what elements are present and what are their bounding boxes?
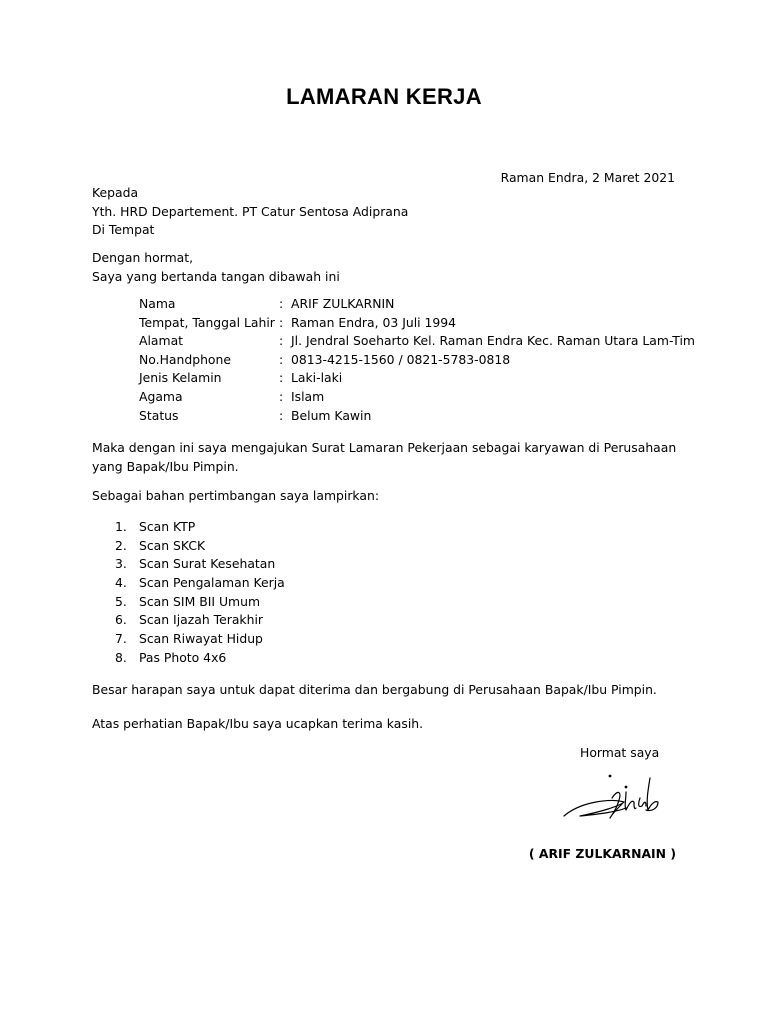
list-text: Pas Photo 4x6: [139, 649, 227, 665]
attachments-intro: Sebagai bahan pertimbangan saya lampirkan:: [92, 488, 379, 503]
list-text: Scan Surat Kesehatan: [139, 556, 276, 572]
detail-colon: :: [279, 333, 284, 349]
detail-label: Status: [139, 407, 179, 423]
letter-title: LAMARAN KERJA: [286, 84, 482, 109]
list-item: [115, 518, 285, 537]
list-text: Scan Riwayat Hidup: [139, 631, 263, 647]
list-text: Scan Pengalaman Kerja: [139, 575, 285, 591]
list-text: Scan SIM BII Umum: [139, 593, 261, 609]
list-item: [115, 630, 285, 649]
detail-row-agama: [139, 388, 695, 407]
signature-icon: [560, 772, 672, 832]
letter-date: Raman Endra, 2 Maret 2021: [500, 170, 675, 185]
list-number: 3.: [115, 556, 127, 572]
list-item: [115, 537, 285, 556]
list-number: 6.: [115, 612, 127, 628]
detail-label: Nama: [139, 296, 176, 311]
list-text: Scan Ijazah Terakhir: [139, 612, 263, 628]
list-item: [115, 574, 285, 593]
application-paragraph: Maka dengan ini saya mengajukan Surat Lamaran Pekerjaan sebagai karyawan di Perusahaan yang Bapak/Ibu Pimpin.: [92, 440, 677, 474]
recipient-line: Kepada: [92, 185, 139, 200]
detail-value: Belum Kawin: [291, 407, 372, 423]
list-item: [115, 649, 285, 668]
applicant-details: [139, 295, 695, 425]
greeting-line: Dengan hormat,: [92, 250, 194, 265]
list-number: 2.: [115, 537, 127, 553]
detail-colon: :: [279, 407, 284, 423]
detail-row-status: [139, 407, 695, 426]
greeting-block: [92, 249, 340, 286]
detail-colon: :: [279, 370, 284, 386]
list-item: [115, 555, 285, 574]
detail-value: Laki-laki: [291, 370, 343, 386]
detail-value: Raman Endra, 03 Juli 1994: [291, 314, 457, 330]
detail-colon: :: [279, 314, 284, 330]
detail-value: Jl. Jendral Soeharto Kel. Raman Endra Kec. Raman Utara Lam-Tim: [291, 333, 695, 349]
detail-label: Tempat, Tanggal Lahir: [139, 314, 275, 330]
detail-colon: :: [279, 351, 284, 367]
hope-paragraph: Besar harapan saya untuk dapat diterima dan bergabung di Perusahaan Bapak/Ibu Pimpin.: [92, 682, 657, 697]
list-text: Scan KTP: [139, 519, 196, 534]
closing-salutation: Hormat saya: [580, 745, 660, 760]
detail-colon: :: [279, 296, 284, 311]
detail-label: No.Handphone: [139, 351, 231, 367]
list-number: 5.: [115, 593, 127, 609]
detail-row-ttl: [139, 314, 695, 333]
detail-value: 0813-4215-1560 / 0821-5783-0818: [291, 351, 511, 367]
list-number: 4.: [115, 575, 127, 591]
recipient-block: [92, 184, 408, 240]
detail-value: Islam: [291, 388, 325, 404]
detail-value: ARIF ZULKARNIN: [291, 296, 395, 311]
detail-row-alamat: [139, 332, 695, 351]
recipient-line: Yth. HRD Departement. PT Catur Sentosa Adiprana: [92, 203, 409, 219]
attachments-list: [115, 518, 285, 668]
detail-row-nama: [139, 295, 695, 314]
list-number: 7.: [115, 631, 127, 647]
list-item: [115, 593, 285, 612]
greeting-line: Saya yang bertanda tangan dibawah ini: [92, 268, 340, 284]
list-text: Scan SKCK: [139, 537, 206, 553]
detail-colon: :: [279, 388, 284, 404]
list-number: 1.: [115, 519, 127, 534]
detail-row-jenis-kelamin: [139, 369, 695, 388]
detail-label: Jenis Kelamin: [139, 370, 222, 386]
list-number: 8.: [115, 649, 127, 665]
detail-label: Alamat: [139, 333, 184, 349]
signer-name: ( ARIF ZULKARNAIN ): [528, 846, 676, 861]
recipient-line: Di Tempat: [92, 222, 155, 237]
detail-row-handphone: [139, 351, 695, 370]
detail-label: Agama: [139, 388, 183, 404]
thanks-paragraph: Atas perhatian Bapak/Ibu saya ucapkan terima kasih.: [92, 716, 424, 731]
list-item: [115, 611, 285, 630]
